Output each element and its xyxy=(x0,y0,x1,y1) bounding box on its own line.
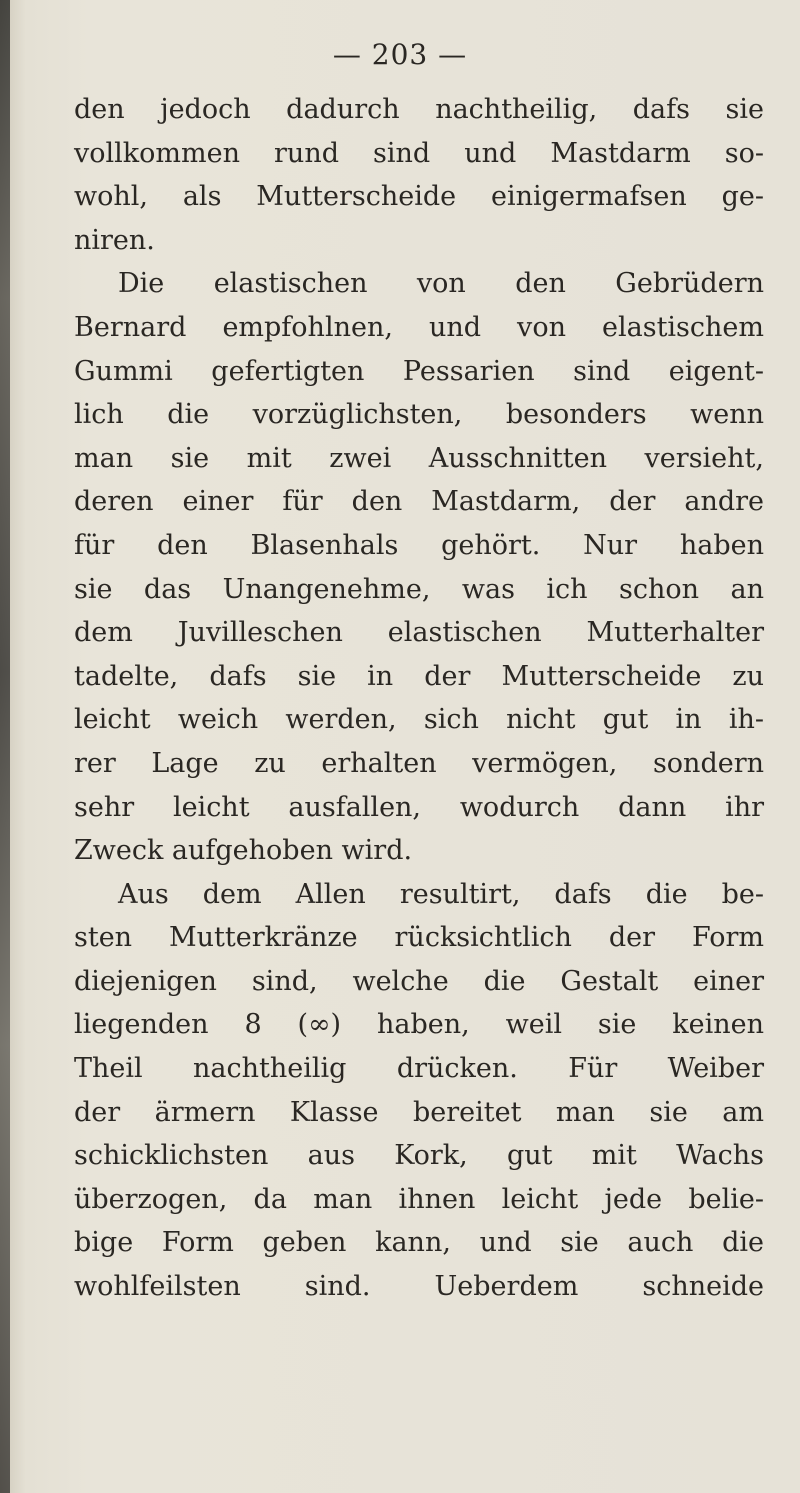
text-line: sie das Unangenehme, was ich schon an xyxy=(74,573,764,605)
text-line: schicklichsten aus Kork, gut mit Wachs xyxy=(74,1140,764,1172)
text-line: niren. xyxy=(74,224,155,256)
text-line: sehr leicht ausfallen, wodurch dann ihr xyxy=(74,791,764,823)
text-line: man sie mit zwei Ausschnitten versieht, xyxy=(74,442,764,474)
text-line: liegenden 8 (∞) haben, weil sie keinen xyxy=(74,1009,764,1041)
page-number: — 203 — xyxy=(332,38,468,71)
text-line: Bernard empfohlnen, und von elastischem xyxy=(74,311,764,343)
text-line: sten Mutterkränze rücksichtlich der Form xyxy=(74,922,764,954)
text-line: Aus dem Allen resultirt, dafs die be- xyxy=(118,878,764,910)
body-text xyxy=(74,88,764,1309)
text-line: deren einer für den Mastdarm, der andre xyxy=(74,486,764,518)
text-line: wohlfeilsten sind. Ueberdem schneide xyxy=(74,1271,764,1303)
text-line: diejenigen sind, welche die Gestalt einer xyxy=(74,965,764,997)
text-line: rer Lage zu erhalten vermögen, sondern xyxy=(74,747,764,779)
text-line: leicht weich werden, sich nicht gut in ih- xyxy=(74,704,764,736)
text-line: bige Form geben kann, und sie auch die xyxy=(74,1227,764,1259)
text-line: den jedoch dadurch nachtheilig, dafs sie xyxy=(74,94,764,125)
text-line: tadelte, dafs sie in der Mutterscheide zu xyxy=(74,660,764,692)
text-line: Theil nachtheilig drücken. Für Weiber xyxy=(74,1053,764,1085)
page-spine-shadow xyxy=(0,0,10,1493)
text-line: lich die vorzüglichsten, besonders wenn xyxy=(74,399,764,431)
text-line: dem Juvilleschen elastischen Mutterhalter xyxy=(74,617,764,649)
text-line: für den Blasenhals gehört. Nur haben xyxy=(74,529,764,561)
text-line: überzogen, da man ihnen leicht jede belie- xyxy=(74,1183,764,1215)
text-line: Gummi gefertigten Pessarien sind eigent- xyxy=(74,355,764,387)
text-line: Die elastischen von den Gebrüdern xyxy=(118,268,764,300)
text-line: wohl, als Mutterscheide einigermafsen ge- xyxy=(74,181,764,213)
text-line: Zweck aufgehoben wird. xyxy=(74,835,413,867)
text-line: vollkommen rund sind und Mastdarm so- xyxy=(74,137,764,169)
text-line: der ärmern Klasse bereitet man sie am xyxy=(74,1096,764,1128)
